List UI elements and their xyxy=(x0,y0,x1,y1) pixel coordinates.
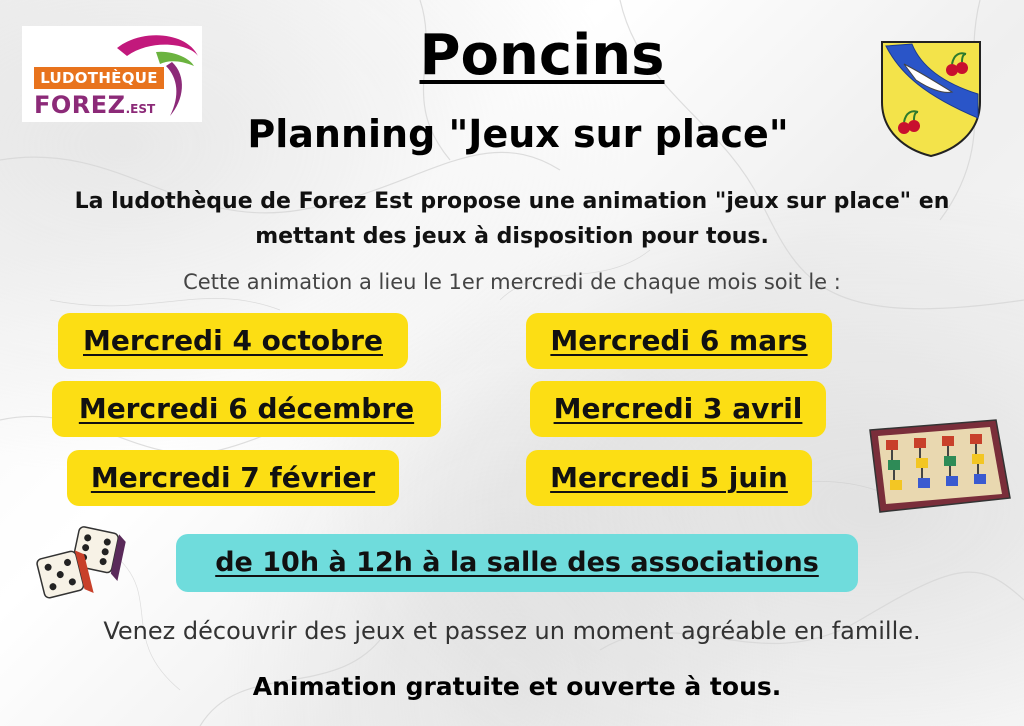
date-text: Mercredi 6 décembre xyxy=(78,392,415,425)
date-text: Mercredi 6 mars xyxy=(550,324,808,357)
date-text: Mercredi 7 février xyxy=(90,461,376,494)
date-badge xyxy=(52,381,441,437)
board-game-icon xyxy=(864,416,1014,516)
time-location-text: de 10h à 12h à la salle des associations xyxy=(215,547,819,578)
logo-ludotheque-text: LUDOTHÈQUE xyxy=(34,67,164,89)
date-text: Mercredi 5 juin xyxy=(550,461,788,494)
page-subtitle: Planning "Jeux sur place" xyxy=(247,112,789,156)
date-badge xyxy=(526,450,812,506)
intro-line-1: La ludothèque de Forez Est propose une animation "jeux sur place" en xyxy=(74,189,950,214)
intro-line-2: mettant des jeux à disposition pour tous. xyxy=(255,224,769,249)
date-badge xyxy=(58,313,408,369)
time-location-badge xyxy=(176,534,858,592)
date-badge xyxy=(530,381,826,437)
date-badge xyxy=(526,313,832,369)
footer-free-entry: Animation gratuite et ouverte à tous. xyxy=(252,672,782,701)
page-title-text: Poncins xyxy=(419,23,665,88)
date-text: Mercredi 3 avril xyxy=(553,392,803,425)
schedule-note: Cette animation a lieu le 1er mercredi de chaque mois soit le : xyxy=(183,270,841,294)
date-badge xyxy=(67,450,399,506)
page-title xyxy=(0,22,1024,90)
invitation-text: Venez découvrir des jeux et passez un moment agréable en famille. xyxy=(103,617,921,645)
intro-paragraph xyxy=(30,184,994,254)
date-text: Mercredi 4 octobre xyxy=(83,324,383,357)
dice-icon xyxy=(30,518,130,608)
logo-est-suffix: .EST xyxy=(125,102,156,116)
logo-forez-main: FOREZ xyxy=(34,91,126,119)
